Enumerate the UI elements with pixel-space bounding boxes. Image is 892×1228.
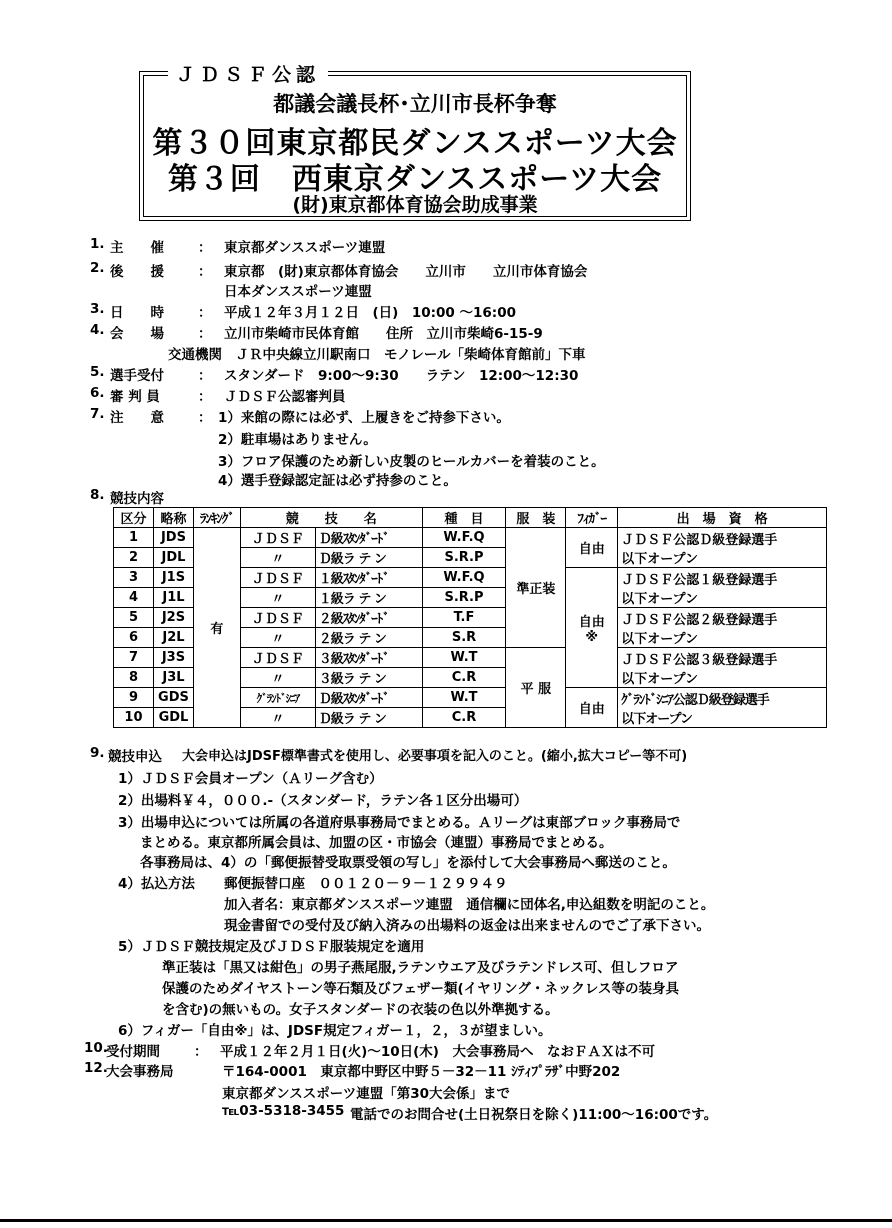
cell-qualification: ｸﾞﾗﾝﾄﾞｼﾆｱ公認Ｄ級登録選手 以下オープン <box>618 688 827 728</box>
table-row: 7 J3S ＪＤＳＦ ３級ｽﾀﾝﾀﾞｰﾄﾞ W.T 平 服 ＪＤＳＦ公認３級登録選手 以下オープン <box>114 648 827 668</box>
table-header-row <box>114 508 827 528</box>
note-1: 1）来館の際には必ず、上履きをご持参下さい。 <box>218 410 510 426</box>
table-row <box>114 528 827 548</box>
cell-figure-free-note: 自由 ※ <box>566 568 618 688</box>
cell-division: 1 <box>114 528 154 548</box>
table-row: 10 GDL 〃 Ｄ級ラ テ ン C.R <box>114 708 827 728</box>
table-row: 3 J1S ＪＤＳＦ １級ｽﾀﾝﾀﾞｰﾄﾞ W.F.Q 自由 ※ ＪＤＳＦ公認１級登録選手 以下オープン <box>114 568 827 588</box>
cell-figure-free-last: 自由 <box>566 688 618 728</box>
table-row: 5 J2S ＪＤＳＦ ２級ｽﾀﾝﾀﾞｰﾄﾞ T.F ＪＤＳＦ公認２級登録選手 以下オープン <box>114 608 827 628</box>
title-second-event: 第３回 西東京ダンススポーツ大会 <box>167 162 663 197</box>
cell-ranking: 有 <box>193 528 240 728</box>
cell-abbr: JDS <box>153 528 193 548</box>
table-row: 6 J2L 〃 ２級ラ テ ン S.R <box>114 628 827 648</box>
title-subsidy-note: (財)東京都体育協会助成事業 <box>292 194 538 216</box>
col-header-division: 区分 <box>114 508 154 528</box>
title-box <box>143 75 687 217</box>
cell-figure-free: 自由 <box>566 528 618 568</box>
title-main-event: 第３０回東京都民ダンススポーツ大会 <box>152 126 678 161</box>
cell-dress-semiformal: 準正装 <box>506 528 566 648</box>
col-header-qualification: 出 場 資 格 <box>618 508 827 528</box>
table-row: 4 J1L 〃 １級ラ テ ン S.R.P <box>114 588 827 608</box>
col-header-figure: ﾌｨｶﾞｰ <box>566 508 618 528</box>
col-header-event: 種 目 <box>422 508 506 528</box>
cell-event: W.F.Q <box>422 528 506 548</box>
jdsf-approval-label: ＪＤＳＦ公認 <box>168 60 328 87</box>
cell-qualification: ＪＤＳＦ公認３級登録選手 以下オープン <box>618 648 827 688</box>
col-header-abbr: 略称 <box>153 508 193 528</box>
cell-qualification: ＪＤＳＦ公認Ｄ級登録選手 以下オープン <box>618 528 827 568</box>
table-row: 8 J3L 〃 ３級ラ テ ン C.R <box>114 668 827 688</box>
table-row: 2 JDL 〃 Ｄ級ラ テ ン S.R.P <box>114 548 827 568</box>
col-header-dress: 服 装 <box>506 508 566 528</box>
bottom-rule <box>0 1219 892 1222</box>
title-sponsor-cup: 都議会議長杯･立川市長杯争奪 <box>273 92 557 116</box>
cell-qualification: ＪＤＳＦ公認１級登録選手 以下オープン <box>618 568 827 608</box>
cell-org: ＪＤＳＦ <box>240 528 315 548</box>
col-header-ranking: ﾗﾝｷﾝｸﾞ <box>193 508 240 528</box>
cell-dress-casual: 平 服 <box>506 648 566 728</box>
competition-table <box>113 507 827 728</box>
table-row: 9 GDS ｸﾞﾗﾝﾄﾞｼﾆｱ Ｄ級ｽﾀﾝﾀﾞｰﾄﾞ W.T 自由 ｸﾞﾗﾝﾄﾞｼﾆｱ公認Ｄ級登録選手 以下オープン <box>114 688 827 708</box>
cell-competition-name: Ｄ級ｽﾀﾝﾀﾞｰﾄﾞ <box>315 528 422 548</box>
cell-qualification: ＪＤＳＦ公認２級登録選手 以下オープン <box>618 608 827 648</box>
col-header-competition: 競 技 名 <box>240 508 422 528</box>
